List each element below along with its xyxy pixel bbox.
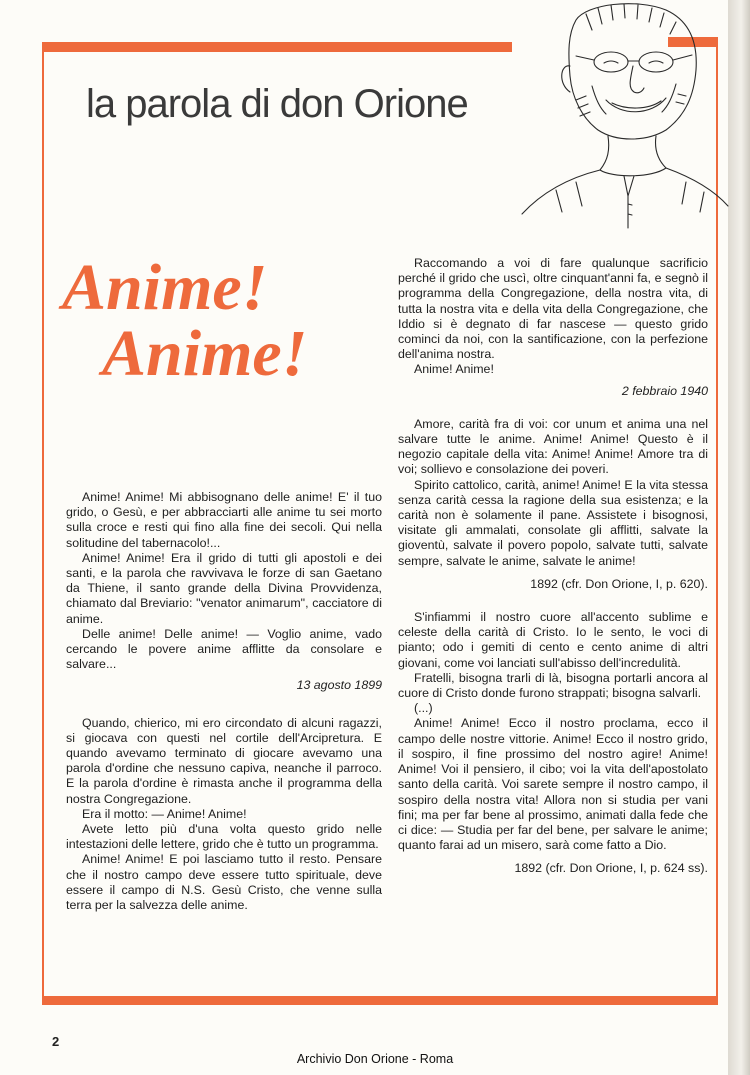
paragraph: Anime! Anime! E poi lasciamo tutto il resto. Pensare che il nostro campo deve essere tutto spirituale, deve essere il campo di N.S. Gesù Cristo, che venne sulla terra per la salvezza delle anime. <box>66 852 382 913</box>
spacer <box>66 694 382 716</box>
paragraph: Anime! Anime! Ecco il nostro proclama, ecco il campo delle nostre vittorie. Anime! Ecco il nostro grido, il sospiro, il fine prossimo del nostro agire! Anime! Anime! Voi il pensiero, il cibo; voi la vita dell'apostolato santo della carità. Voi sarete sempre il nostro campo, il sospiro della nostra vita! Allora non si studia per vani fini; ma per far bene al prossimo, animati dalla fede che ci dice: — Studia per far del bene, per salvare le anime; quanto farai ad un misero, sarà come fatto a Dio. <box>398 716 708 853</box>
date-line: 13 agosto 1899 <box>296 678 382 693</box>
paragraph: Spirito cattolico, carità, anime! Anime! E la vita stessa senza carità cessa la ragione della sua esistenza; e la carità non è solamente il pane. Assistete i bisognosi, visitate gli ammalati, consolate gli afflitti, salvate la gioventù, salvate il povero popolo, salvate tutti, salvate sempre, salvate le anime, salvate le anime! <box>398 477 708 568</box>
frame-left-rule <box>42 50 44 996</box>
paragraph: Anime! Anime! Era il grido di tutti gli apostoli e dei santi, e la parola che ravvivava le forze di san Gaetano da Thiene, il santo grande della Divina Provvidenza, chiamato dal Breviario: "venator animarum", cacciatore di anime. <box>66 550 382 626</box>
bottom-rule <box>42 996 718 1005</box>
paragraph: S'infiammi il nostro cuore all'accento sublime e celeste della carità di Cristo. Io le sento, le voci di pianto; odo i gemiti di cento e cento anime di altri giovani, come voi lanciati sull'abisso dell'incredulità. <box>398 610 708 670</box>
paragraph: Quando, chierico, mi ero circondato di alcuni ragazzi, si giocava con questi nel cortile dell'Arcipretura. E quando avevamo terminato di giocare avevamo una parola d'ordine che nessuno capiva, neanche il parroco. E la parola d'ordine è rimasta anche il programma della nostra Congregazione. <box>66 715 382 806</box>
spacer <box>398 399 708 417</box>
page-edge-shadow <box>728 0 750 1075</box>
left-text-column <box>66 490 382 913</box>
archive-footer: Archivio Don Orione - Roma <box>296 1052 454 1066</box>
paragraph: Raccomando a voi di fare qualunque sacrificio perché il grido che uscì, oltre cinquant'anni fa, e segnò il programma della Congregazione, della nostra vita, di tutta la nostra vita e della vita della Congregazione, che Iddio si è degnato di far nascese — questo grido cominci da noi, con la santificazione, con la perfezione dell'anima nostra. <box>398 256 708 362</box>
citation-line: 1892 (cfr. Don Orione, I, p. 620). <box>530 576 708 591</box>
paragraph: Era il motto: — Anime! Anime! <box>82 806 247 821</box>
citation-line: 1892 (cfr. Don Orione, I, p. 624 ss). <box>514 861 708 876</box>
paragraph: Delle anime! Delle anime! — Voglio anime, vado cercando le povere anime afflitte da consolare e salvare... <box>66 626 382 672</box>
paragraph: Anime! Anime! Mi abbisognano delle anime! E' il tuo grido, o Gesù, e per abbracciarti alle anime tu sei morto sulla croce e resti qui fino alla fine dei secoli. Qui nella solitudine del tabernacolo!... <box>66 490 382 550</box>
portrait-sketch-illustration <box>516 0 730 230</box>
article-title-line-1: Anime! <box>62 251 268 324</box>
paragraph: Avete letto più d'una volta questo grido nelle intestazioni delle lettere, grido che è tutto un programma. <box>66 822 382 852</box>
paragraph: Anime! Anime! <box>414 362 494 377</box>
column-header-title: la parola di don Orione <box>86 82 468 126</box>
paragraph: Amore, carità fra di voi: cor unum et anima una nel salvare tutte le anime. Anime! Anime! Questo è il negozio capitale della vita: Anime! Anime! Amore tra di voi; sollievo e consolazione dei poveri. <box>398 416 708 477</box>
page-number: 2 <box>52 1034 60 1049</box>
top-rule-left <box>42 42 512 52</box>
article-title-line-2: Anime! <box>102 317 308 390</box>
paragraph: Fratelli, bisogna trarli di là, bisogna portarli ancora al cuore di Cristo donde furono strappati; bisogna salvarli. <box>398 670 708 701</box>
article-title <box>60 251 370 390</box>
paragraph: (...) <box>414 701 433 716</box>
date-line: 2 febbraio 1940 <box>621 383 708 398</box>
spacer <box>398 592 708 610</box>
right-text-column <box>398 256 708 877</box>
